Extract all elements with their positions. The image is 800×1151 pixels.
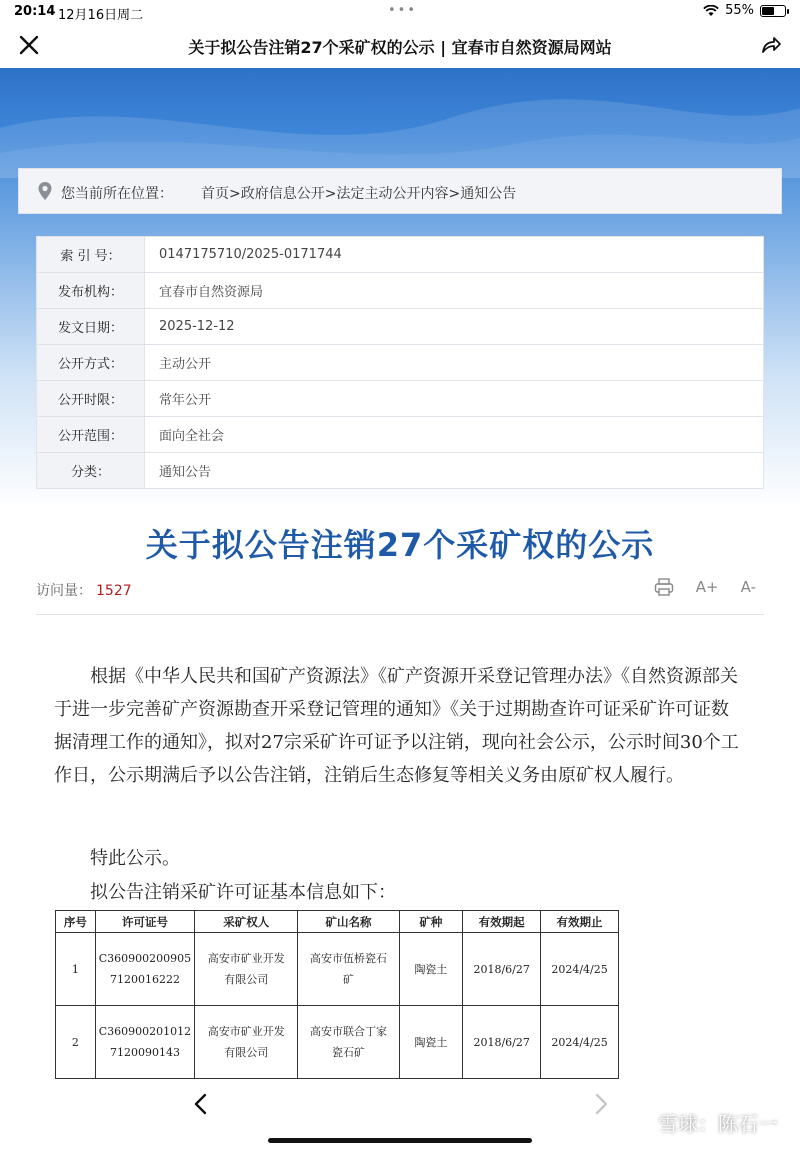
cell-no: 2 xyxy=(56,1006,96,1079)
info-value: 2025-12-12 xyxy=(145,309,764,345)
share-icon[interactable] xyxy=(760,34,782,56)
visit-count-value: 1527 xyxy=(96,583,132,599)
back-icon[interactable] xyxy=(190,1092,212,1116)
info-key: 公开时限： xyxy=(37,381,145,417)
info-key: 公开方式： xyxy=(37,345,145,381)
document-info-table xyxy=(36,236,764,489)
cell-permit: C360900200905 7120016222 xyxy=(95,933,194,1006)
info-row xyxy=(37,237,764,273)
info-row xyxy=(37,273,764,309)
info-key: 公开范围： xyxy=(37,417,145,453)
info-row xyxy=(37,453,764,489)
snowball-logo-icon xyxy=(628,1111,652,1135)
cell-end: 2024/4/25 xyxy=(541,1006,619,1079)
info-row xyxy=(37,417,764,453)
home-indicator[interactable] xyxy=(268,1138,532,1143)
info-value: 通知公告 xyxy=(145,453,764,489)
column-header: 序号 xyxy=(56,911,96,933)
page-title: 关于拟公告注销27个采矿权的公示 | 宜春市自然资源局网站 xyxy=(188,38,612,57)
cell-mineral: 陶瓷土 xyxy=(399,933,463,1006)
table-header-row xyxy=(56,911,619,933)
info-key: 发文日期： xyxy=(37,309,145,345)
divider xyxy=(36,614,764,615)
breadcrumb xyxy=(18,168,782,214)
article-paragraph: 特此公示。 xyxy=(90,848,180,869)
visit-count-label: 访问量： xyxy=(36,583,92,599)
info-row xyxy=(37,345,764,381)
print-icon[interactable] xyxy=(654,578,674,596)
article-title: 关于拟公告注销27个采矿权的公示 xyxy=(145,526,655,564)
info-value: 宜春市自然资源局 xyxy=(145,273,764,309)
status-bar xyxy=(0,0,800,24)
column-header: 矿山名称 xyxy=(298,911,399,933)
info-value: 0147175710/2025-0171744 xyxy=(145,237,764,273)
cell-start: 2018/6/27 xyxy=(463,1006,541,1079)
cell-no: 1 xyxy=(56,933,96,1006)
column-header: 有效期止 xyxy=(541,911,619,933)
cell-owner: 高安市矿业开发 有限公司 xyxy=(195,1006,298,1079)
forward-icon[interactable] xyxy=(590,1092,612,1116)
location-pin-icon xyxy=(37,181,53,201)
watermark xyxy=(628,1108,778,1137)
multitask-dots-icon[interactable]: ••• xyxy=(388,3,418,18)
battery-percent: 55% xyxy=(725,3,754,18)
article-paragraph: 根据《中华人民共和国矿产资源法》《矿产资源开采登记管理办法》《自然资源部关于进一步完善矿产资源勘查开采登记管理的通知》《关于过期勘查许可证采矿许可证数据清理工作的通知》，拟对27宗采矿许可证予以注销，现向社会公示，公示时间30个工作日，公示期满后予以公告注销，注销后生态修复等相关义务由原矿权人履行。 xyxy=(54,666,739,786)
column-header: 有效期起 xyxy=(463,911,541,933)
table-row xyxy=(56,933,619,1006)
cell-start: 2018/6/27 xyxy=(463,933,541,1006)
column-header: 采矿权人 xyxy=(195,911,298,933)
column-header: 矿种 xyxy=(399,911,463,933)
watermark-text: 雪球：陈石一 xyxy=(658,1112,778,1136)
info-key: 分类： xyxy=(37,453,145,489)
font-increase-button[interactable]: A+ xyxy=(695,578,719,596)
table-row xyxy=(56,1006,619,1079)
cell-mineral: 陶瓷土 xyxy=(399,1006,463,1079)
cell-end: 2024/4/25 xyxy=(541,933,619,1006)
info-row xyxy=(37,381,764,417)
banner-decoration xyxy=(0,68,800,178)
info-key: 发布机构： xyxy=(37,273,145,309)
cell-permit: C360900201012 7120090143 xyxy=(95,1006,194,1079)
article-paragraph: 拟公告注销采矿许可证基本信息如下： xyxy=(90,882,396,903)
info-value: 常年公开 xyxy=(145,381,764,417)
status-time: 20:14 xyxy=(14,4,56,19)
wifi-icon xyxy=(703,5,719,17)
status-right xyxy=(703,3,786,18)
cell-owner: 高安市矿业开发 有限公司 xyxy=(195,933,298,1006)
status-date: 12月16日周二 xyxy=(58,8,144,23)
info-value: 主动公开 xyxy=(145,345,764,381)
browser-nav-bar xyxy=(0,24,800,68)
article-tools xyxy=(654,578,756,596)
cell-mine: 高安市伍桥瓷石 矿 xyxy=(298,933,399,1006)
info-value: 面向全社会 xyxy=(145,417,764,453)
visit-count xyxy=(36,580,132,600)
battery-icon xyxy=(760,5,786,17)
info-key: 索 引 号： xyxy=(37,237,145,273)
cell-mine: 高安市联合丁家 瓷石矿 xyxy=(298,1006,399,1079)
close-icon[interactable] xyxy=(18,34,40,56)
breadcrumb-path[interactable]: 首页>政府信息公开>法定主动公开内容>通知公告 xyxy=(201,186,517,202)
font-decrease-button[interactable]: A- xyxy=(740,578,756,596)
info-row xyxy=(37,309,764,345)
column-header: 许可证号 xyxy=(95,911,194,933)
breadcrumb-label: 您当前所在位置： xyxy=(61,186,173,202)
permit-table xyxy=(55,910,619,1079)
